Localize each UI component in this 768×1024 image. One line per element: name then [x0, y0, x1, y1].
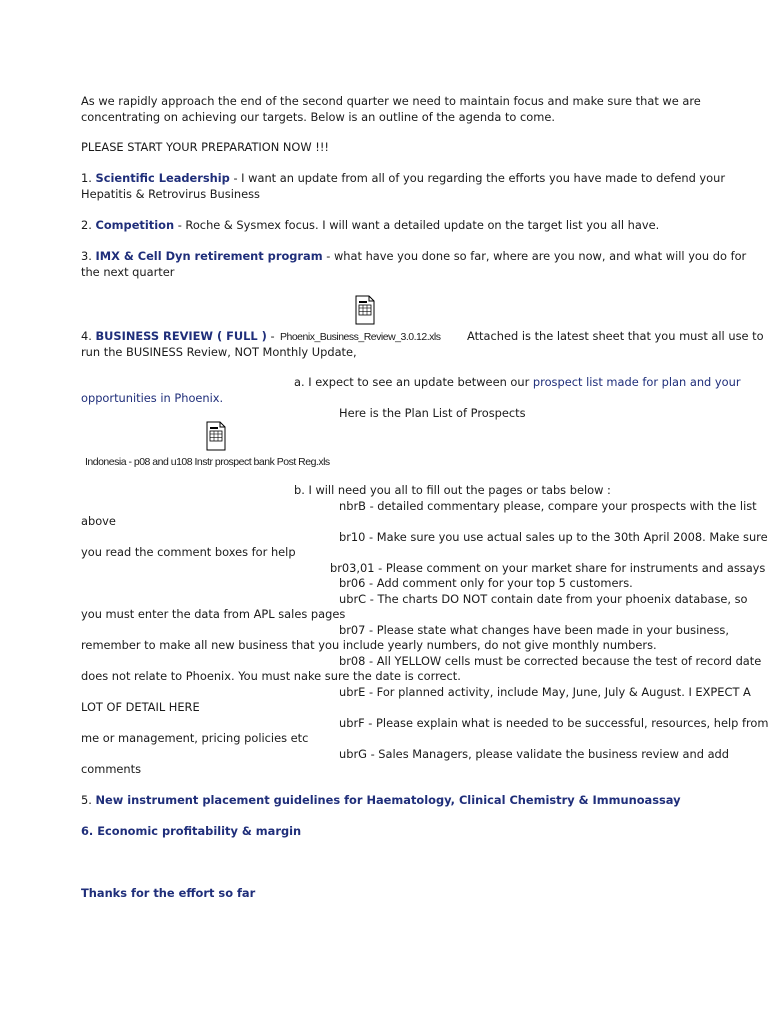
item-heading: BUSINESS REVIEW ( FULL ): [95, 329, 267, 343]
tab-note: br03,01 - Please comment on your market share for instruments and assays: [330, 561, 766, 575]
agenda-item-4: [81, 329, 275, 345]
agenda-item-1: [81, 171, 762, 202]
tab-note-continued: you must enter the data from APL sales pages: [81, 607, 346, 621]
tab-note: br10 - Make sure you use actual sales up to the 30th April 2008. Make sure: [339, 530, 768, 544]
item-number: 5.: [81, 793, 92, 807]
tab-note: br08 - All YELLOW cells must be corrected because the test of record date: [339, 654, 762, 668]
attachment-filename[interactable]: Phoenix_Business_Review_3.0.12.xls: [280, 331, 441, 343]
tab-note: ubrG - Sales Managers, please validate the business review and add: [339, 747, 730, 761]
agenda-item-5: [81, 793, 681, 809]
tab-note-continued: LOT OF DETAIL HERE: [81, 700, 200, 714]
item-heading: Scientific Leadership: [95, 171, 230, 185]
prospect-list-link: prospect list made for plan and your: [532, 375, 741, 389]
item-number: 1.: [81, 171, 92, 185]
item-heading: Competition: [95, 218, 175, 232]
tab-note: ubrF - Please explain what is needed to be successful, resources, help from: [339, 716, 768, 730]
section-b-text: b. I will need you all to fill out the pages or tabs below :: [294, 483, 611, 497]
opportunities-text: opportunities in Phoenix.: [81, 391, 224, 405]
section-a: [294, 375, 741, 391]
tab-note: br06 - Add comment only for your top 5 customers.: [339, 576, 633, 590]
item-number: 2.: [81, 218, 92, 232]
plan-list-text: Here is the Plan List of Prospects: [339, 406, 526, 420]
agenda-item-2: [81, 218, 762, 234]
closing-line: Thanks for the effort so far: [81, 886, 256, 900]
tab-note: nbrB - detailed commentary please, compare your prospects with the list: [339, 499, 757, 513]
tab-note-continued: you read the comment boxes for help: [81, 545, 296, 559]
section-a-text: a. I expect to see an update between our: [294, 375, 533, 389]
tab-note: ubrE - For planned activity, include May, June, July & August. I EXPECT A: [339, 685, 751, 699]
item-text: - Roche & Sysmex focus. I will want a detailed update on the target list you all have.: [174, 218, 660, 232]
preparation-notice: PLEASE START YOUR PREPARATION NOW !!!: [81, 140, 329, 154]
item-separator: -: [266, 329, 275, 343]
item-text: Attached is the latest sheet that you must all use to: [467, 329, 764, 343]
agenda-item-6: 6. Economic profitability & margin: [81, 824, 302, 838]
agenda-item-3: [81, 249, 762, 280]
tab-note-continued: comments: [81, 762, 142, 776]
item-number: 4.: [81, 329, 92, 343]
spreadsheet-file-icon[interactable]: [354, 295, 376, 325]
tab-note: ubrC - The charts DO NOT contain date from your phoenix database, so: [339, 592, 748, 606]
tab-note: br07 - Please state what changes have been made in your business,: [339, 623, 729, 637]
tab-note-continued: does not relate to Phoenix. You must nake sure the date is correct.: [81, 669, 461, 683]
item-text: run the BUSINESS Review, NOT Monthly Update,: [81, 345, 357, 359]
item-text: - I want an update from all of you regarding the efforts you have made to defend your Hepatitis & Retrovirus Business: [81, 171, 726, 201]
item-heading: IMX & Cell Dyn retirement program: [95, 249, 323, 263]
tab-note-continued: remember to make all new business that you include yearly numbers, do not give monthly numbers.: [81, 638, 657, 652]
tab-note-continued: me or management, pricing policies etc: [81, 731, 309, 745]
intro-paragraph: As we rapidly approach the end of the second quarter we need to maintain focus and make sure that we are concentrating on achieving our targets. Below is an outline of the agenda to come.: [81, 94, 701, 124]
tab-note-continued: above: [81, 514, 116, 528]
attachment-filename[interactable]: Indonesia - p08 and u108 Instr prospect bank Post Reg.xls: [85, 456, 330, 468]
item-text: - what have you done so far, where are you now, and what will you do for the next quarter: [81, 249, 747, 279]
item-heading: New instrument placement guidelines for Haematology, Clinical Chemistry & Immunoassay: [95, 793, 681, 807]
item-number: 3.: [81, 249, 92, 263]
spreadsheet-file-icon[interactable]: [205, 421, 227, 451]
